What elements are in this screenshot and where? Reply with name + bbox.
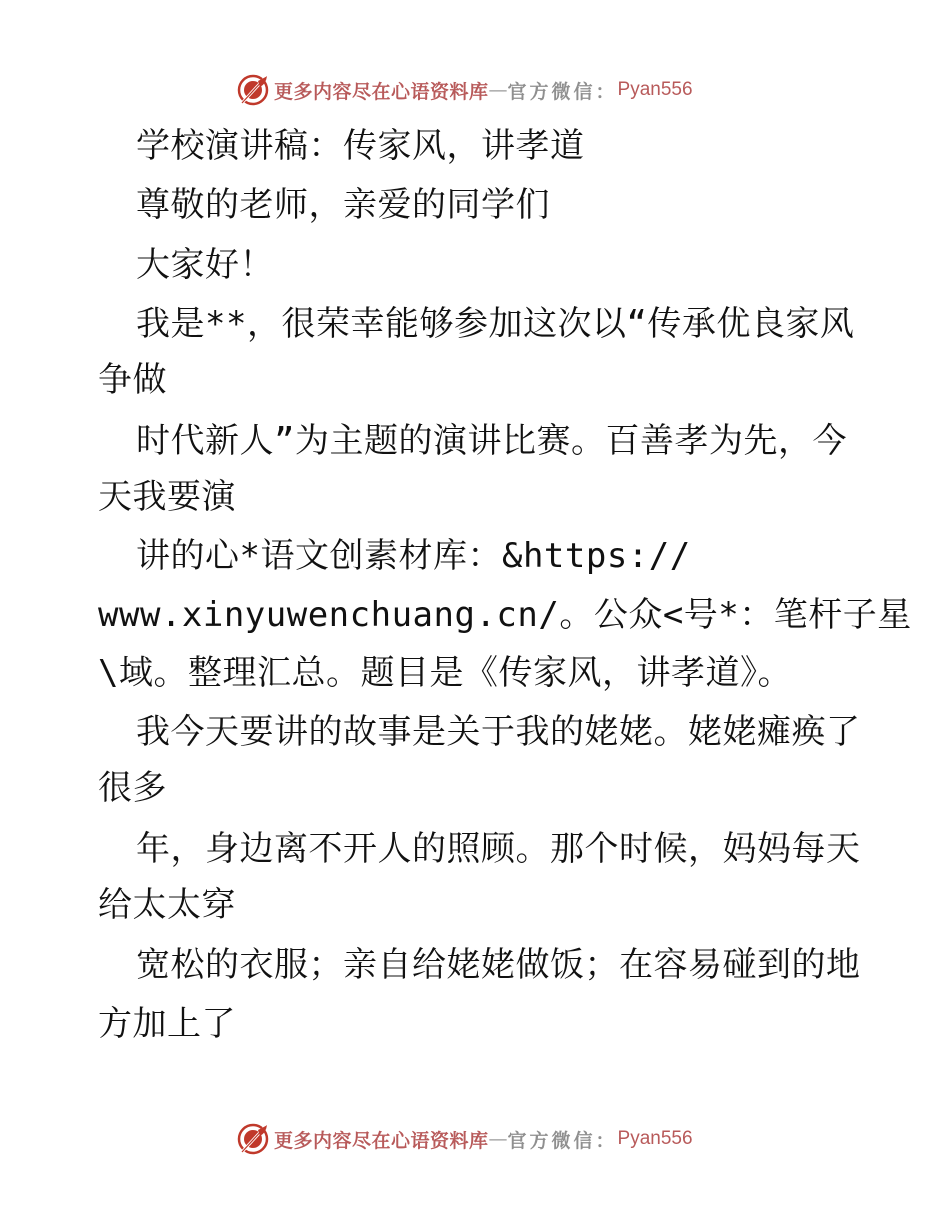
footer-wechat-id: Pyan556 — [617, 1128, 693, 1149]
doc-line: 宽松的衣服；亲自给姥姥做饭；在容易碰到的地 — [136, 945, 861, 985]
doc-line: 我今天要讲的故事是关于我的姥姥。姥姥瘫痪了 — [136, 712, 861, 752]
footer-brand-text: 更多内容尽在心语资料库 — [274, 1129, 489, 1152]
doc-title-line: 学校演讲稿：传家风，讲孝道 — [136, 126, 585, 166]
header-watermark — [236, 72, 693, 108]
header-brand-text: 更多内容尽在心语资料库 — [274, 80, 489, 103]
doc-line: 我是**，很荣幸能够参加这次以“传承优良家风 — [136, 304, 855, 344]
header-wechat-id: Pyan556 — [617, 79, 693, 100]
quill-pen-logo-icon — [236, 73, 270, 107]
doc-line: 讲的心*语文创素材库：&https:// — [136, 536, 691, 576]
footer-separator: — — [488, 1128, 508, 1150]
doc-line: www.xinyuwenchuang.cn/。公众<号*：笔杆子星 — [98, 595, 912, 635]
doc-line: \域。整理汇总。题目是《传家风，讲孝道》。 — [98, 653, 792, 693]
doc-line: 争做 — [98, 360, 167, 400]
footer-official-label: 官方微信： — [507, 1129, 618, 1152]
footer-watermark — [236, 1121, 693, 1157]
doc-line: 方加上了 — [98, 1004, 236, 1044]
doc-line: 很多 — [98, 768, 167, 808]
doc-line: 时代新人”为主题的演讲比赛。百善孝为先，今 — [136, 421, 847, 461]
doc-line: 年，身边离不开人的照顾。那个时候，妈妈每天 — [136, 829, 861, 869]
quill-pen-logo-icon — [236, 1122, 270, 1156]
header-official-label: 官方微信： — [507, 80, 618, 103]
doc-line: 大家好！ — [136, 245, 274, 285]
doc-line: 天我要演 — [98, 477, 236, 517]
doc-line: 尊敬的老师，亲爱的同学们 — [136, 185, 550, 225]
doc-line: 给太太穿 — [98, 885, 236, 925]
header-separator: — — [488, 79, 508, 101]
